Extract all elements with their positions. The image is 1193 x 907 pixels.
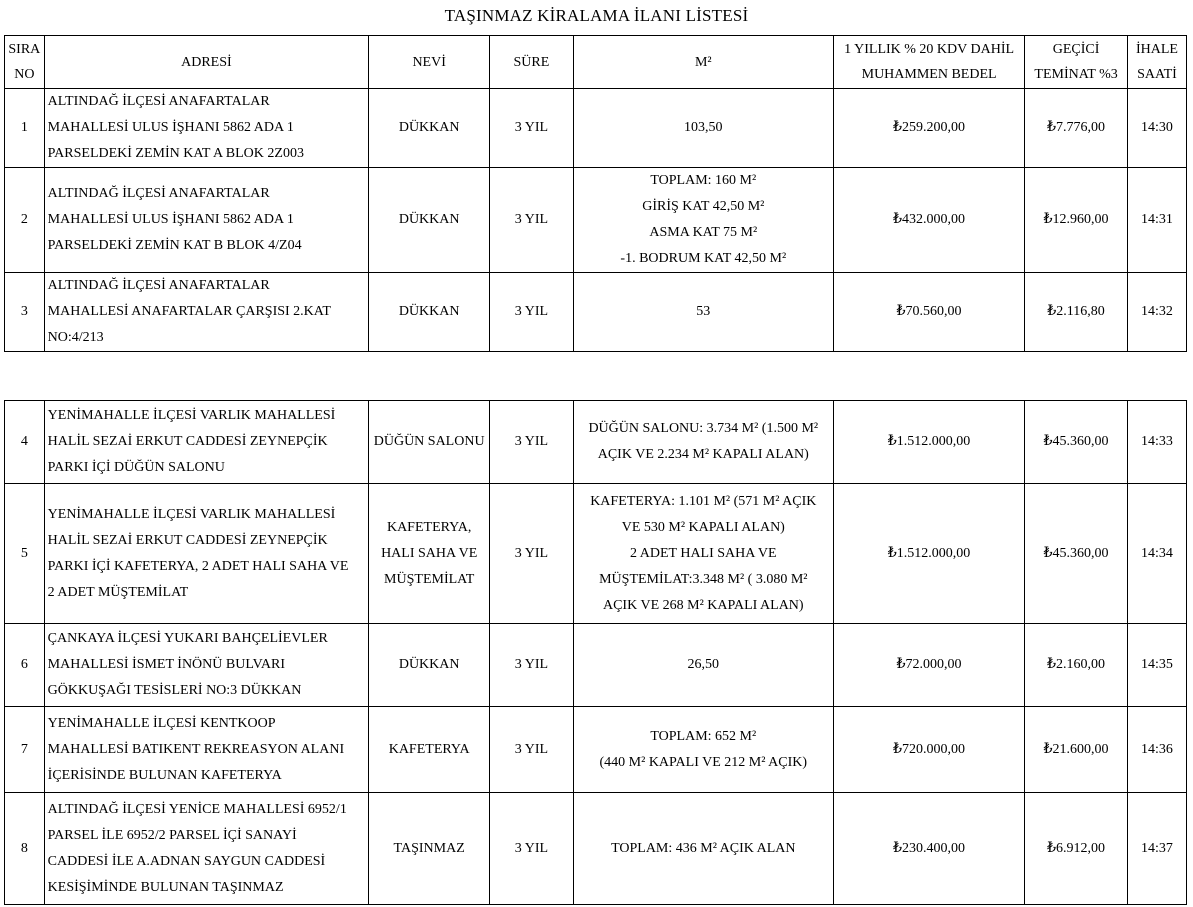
address-cell-line: 2 ADET MÜŞTEMİLAT (47, 584, 189, 600)
area-cell (573, 89, 833, 168)
address-cell-line: MAHALLESİ BATIKENT REKREASYON ALANI (47, 741, 345, 757)
type-cell-line: DÜĞÜN SALONU (373, 434, 485, 449)
address-cell-line: MAHALLESİ ANAFARTALAR ÇARŞISI 2.KAT (47, 304, 331, 319)
area-cell-line: TOPLAM: 436 M² AÇIK ALAN (611, 840, 796, 856)
address-cell-line: ALTINDAĞ İLÇESİ ANAFARTALAR (47, 186, 270, 201)
area-cell-line: MÜŞTEMİLAT:3.348 M² ( 3.080 M² (599, 571, 808, 587)
address-cell (44, 624, 368, 707)
header-sure: SÜRE (490, 36, 573, 89)
area-cell-line: KAFETERYA: 1.101 M² (571 M² AÇIK (590, 493, 817, 509)
sira-no-cell: 5 (5, 484, 45, 624)
deposit-cell: ₺21.600,00 (1025, 707, 1128, 793)
area-cell-line: AÇIK VE 268 M² KAPALI ALAN) (602, 597, 804, 613)
type-cell (369, 484, 490, 624)
duration-cell: 3 YIL (490, 168, 573, 273)
area-cell-line: TOPLAM: 652 M² (650, 728, 757, 744)
sira-no-cell: 3 (5, 273, 45, 352)
deposit-cell: ₺12.960,00 (1025, 168, 1128, 273)
type-cell-line: HALI SAHA VE (381, 545, 478, 561)
type-cell-line: MÜŞTEMİLAT (384, 571, 475, 587)
duration-cell: 3 YIL (490, 401, 573, 484)
auction-time-cell: 14:33 (1127, 401, 1186, 484)
page-title: TAŞINMAZ KİRALAMA İLANI LİSTESİ (444, 6, 749, 25)
table-row (5, 484, 1187, 624)
type-cell (369, 273, 490, 352)
address-cell-line: PARSELDEKİ ZEMİN KAT A BLOK 2Z003 (47, 146, 304, 161)
table-row (5, 707, 1187, 793)
auction-time-cell: 14:34 (1127, 484, 1186, 624)
area-cell-line: 26,50 (687, 657, 720, 672)
address-cell-line: KESİŞİMİNDE BULUNAN TAŞINMAZ (47, 879, 284, 895)
address-cell-line: ALTINDAĞ İLÇESİ YENİCE MAHALLESİ 6952/1 (47, 801, 347, 817)
table-row (5, 89, 1187, 168)
table-row (5, 401, 1187, 484)
sira-no-cell: 2 (5, 168, 45, 273)
address-cell-line: NO:4/213 (47, 330, 104, 345)
address-cell-line: PARSELDEKİ ZEMİN KAT B BLOK 4/Z04 (47, 238, 302, 253)
table-body-part-2 (5, 401, 1187, 905)
deposit-cell: ₺45.360,00 (1025, 401, 1128, 484)
type-cell (369, 401, 490, 484)
area-cell-line: TOPLAM: 160 M² (650, 173, 757, 188)
address-cell-line: PARSEL İLE 6952/2 PARSEL İÇİ SANAYİ (47, 827, 297, 843)
sira-no-cell: 6 (5, 624, 45, 707)
listing-table-part-2 (4, 400, 1187, 905)
type-cell-line: TAŞINMAZ (393, 840, 465, 856)
header-bedel: 1 YILLIK % 20 KDV DAHİL MUHAMMEN BEDEL (833, 36, 1024, 89)
appraised-price-cell: ₺72.000,00 (833, 624, 1024, 707)
area-cell-line: VE 530 M² KAPALI ALAN) (621, 519, 785, 535)
header-row (5, 36, 1187, 89)
appraised-price-cell: ₺259.200,00 (833, 89, 1024, 168)
area-cell-line: GİRİŞ KAT 42,50 M² (642, 199, 765, 214)
sira-no-cell: 4 (5, 401, 45, 484)
auction-time-cell: 14:32 (1127, 273, 1186, 352)
area-cell-line: (440 M² KAPALI VE 212 M² AÇIK) (599, 754, 808, 770)
duration-cell: 3 YIL (490, 273, 573, 352)
address-cell-line: HALİL SEZAİ ERKUT CADDESİ ZEYNEPÇİK (47, 434, 328, 449)
address-cell (44, 273, 368, 352)
appraised-price-cell: ₺230.400,00 (833, 793, 1024, 905)
address-cell-line: MAHALLESİ ULUS İŞHANI 5862 ADA 1 (47, 212, 294, 227)
type-cell-line: DÜKKAN (398, 657, 460, 672)
area-cell-line: -1. BODRUM KAT 42,50 M² (620, 251, 787, 266)
area-cell-line: 53 (696, 304, 711, 319)
sira-no-cell: 7 (5, 707, 45, 793)
appraised-price-cell: ₺1.512.000,00 (833, 484, 1024, 624)
type-cell-line: DÜKKAN (398, 120, 460, 135)
address-cell (44, 793, 368, 905)
header-m2: M² (573, 36, 833, 89)
duration-cell: 3 YIL (490, 707, 573, 793)
header-nevi: NEVİ (369, 36, 490, 89)
deposit-cell: ₺6.912,00 (1025, 793, 1128, 905)
sira-no-cell: 8 (5, 793, 45, 905)
address-cell-line: ALTINDAĞ İLÇESİ ANAFARTALAR (47, 278, 270, 293)
type-cell (369, 168, 490, 273)
area-cell (573, 401, 833, 484)
header-sira: SIRA NO (5, 36, 45, 89)
deposit-cell: ₺7.776,00 (1025, 89, 1128, 168)
address-cell-line: CADDESİ İLE A.ADNAN SAYGUN CADDESİ (47, 853, 326, 869)
listing-table-part-1 (4, 35, 1187, 352)
table-row (5, 624, 1187, 707)
address-cell-line: YENİMAHALLE İLÇESİ VARLIK MAHALLESİ (47, 506, 336, 522)
deposit-cell: ₺45.360,00 (1025, 484, 1128, 624)
table-row (5, 273, 1187, 352)
area-cell (573, 484, 833, 624)
address-cell (44, 707, 368, 793)
appraised-price-cell: ₺1.512.000,00 (833, 401, 1024, 484)
sira-no-cell: 1 (5, 89, 45, 168)
type-cell (369, 624, 490, 707)
auction-time-cell: 14:31 (1127, 168, 1186, 273)
table-row (5, 168, 1187, 273)
address-cell-line: PARKI İÇİ KAFETERYA, 2 ADET HALI SAHA VE (47, 558, 349, 574)
type-cell-line: DÜKKAN (398, 304, 460, 319)
address-cell (44, 484, 368, 624)
appraised-price-cell: ₺432.000,00 (833, 168, 1024, 273)
area-cell-line: AÇIK VE 2.234 M² KAPALI ALAN) (597, 447, 809, 462)
area-cell (573, 168, 833, 273)
table-row (5, 793, 1187, 905)
type-cell-line: DÜKKAN (398, 212, 460, 227)
address-cell-line: HALİL SEZAİ ERKUT CADDESİ ZEYNEPÇİK (47, 532, 328, 548)
type-cell-line: KAFETERYA (388, 741, 470, 757)
area-cell-line: DÜĞÜN SALONU: 3.734 M² (1.500 M² (588, 421, 819, 436)
address-cell (44, 401, 368, 484)
address-cell-line: YENİMAHALLE İLÇESİ KENTKOOP (47, 715, 276, 731)
address-cell-line: YENİMAHALLE İLÇESİ VARLIK MAHALLESİ (47, 408, 336, 423)
deposit-cell: ₺2.116,80 (1025, 273, 1128, 352)
header-saat: İHALE SAATİ (1127, 36, 1186, 89)
address-cell-line: İÇERİSİNDE BULUNAN KAFETERYA (47, 767, 282, 783)
address-cell (44, 168, 368, 273)
area-cell-line: 2 ADET HALI SAHA VE (630, 545, 777, 561)
auction-time-cell: 14:36 (1127, 707, 1186, 793)
auction-time-cell: 14:37 (1127, 793, 1186, 905)
appraised-price-cell: ₺70.560,00 (833, 273, 1024, 352)
area-cell-line: 103,50 (684, 120, 723, 135)
duration-cell: 3 YIL (490, 624, 573, 707)
area-cell-line: ASMA KAT 75 M² (649, 225, 758, 240)
address-cell-line: MAHALLESİ İSMET İNÖNÜ BULVARI (47, 657, 286, 672)
address-cell-line: MAHALLESİ ULUS İŞHANI 5862 ADA 1 (47, 120, 294, 135)
type-cell (369, 89, 490, 168)
address-cell-line: ÇANKAYA İLÇESİ YUKARI BAHÇELİEVLER (47, 631, 328, 646)
duration-cell: 3 YIL (490, 793, 573, 905)
appraised-price-cell: ₺720.000,00 (833, 707, 1024, 793)
deposit-cell: ₺2.160,00 (1025, 624, 1128, 707)
table-body-part-1 (5, 89, 1187, 352)
address-cell-line: GÖKKUŞAĞI TESİSLERİ NO:3 DÜKKAN (47, 683, 302, 698)
header-adres: ADRESİ (44, 36, 368, 89)
address-cell-line: PARKI İÇİ DÜĞÜN SALONU (47, 460, 225, 475)
duration-cell: 3 YIL (490, 484, 573, 624)
address-cell (44, 89, 368, 168)
auction-time-cell: 14:30 (1127, 89, 1186, 168)
area-cell (573, 273, 833, 352)
auction-time-cell: 14:35 (1127, 624, 1186, 707)
type-cell (369, 793, 490, 905)
area-cell (573, 793, 833, 905)
type-cell (369, 707, 490, 793)
area-cell (573, 624, 833, 707)
duration-cell: 3 YIL (490, 89, 573, 168)
area-cell (573, 707, 833, 793)
header-teminat: GEÇİCİ TEMİNAT %3 (1025, 36, 1128, 89)
address-cell-line: ALTINDAĞ İLÇESİ ANAFARTALAR (47, 94, 270, 109)
type-cell-line: KAFETERYA, (386, 519, 472, 535)
